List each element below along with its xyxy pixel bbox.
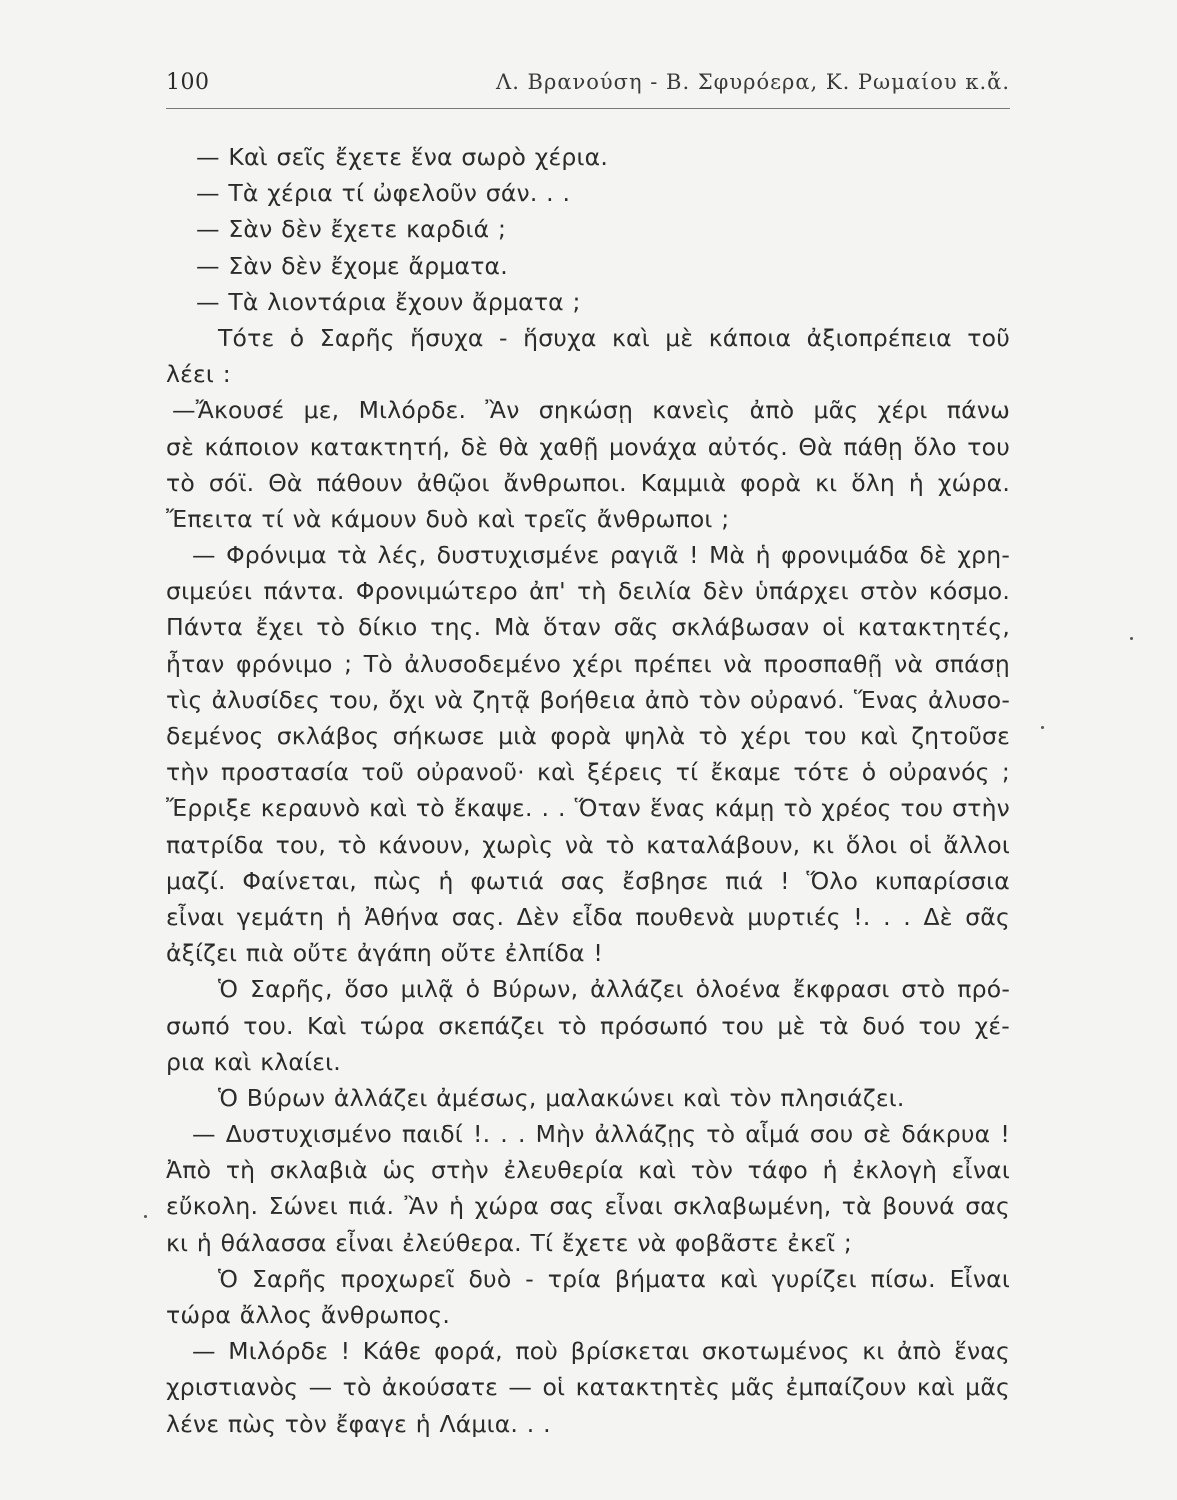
page-number: 100: [166, 70, 210, 95]
text-line: σιμεύει πάντα. Φρονιμώτερο ἀπ' τὴ δειλία δὲν ὑπάρχει στὸν κόσμο.: [166, 577, 1010, 606]
text-line: εἶναι γεμάτη ἡ Ἀθήνα σας. Δὲν εἶδα πουθενὰ μυρτιές !. . . Δὲ σᾶς: [166, 902, 1010, 931]
text-line: τὸ σόϊ. Θὰ πάθουν ἀθῷοι ἄνθρωποι. Καμμιὰ φορὰ κι ὅλη ἡ χώρα.: [166, 468, 1010, 497]
text-line: εὔκολη. Σώνει πιά. Ἂν ἡ χώρα σας εἶναι σκλαβωμένη, τὰ βουνά σας: [166, 1192, 1010, 1221]
text-line: — Φρόνιμα τὰ λές, δυστυχισμένε ραγιᾶ ! Μὰ ἡ φρονιμάδα δὲ χρη-: [192, 541, 1010, 570]
text-line: —Ἄκουσέ με, Μιλόρδε. Ἂν σηκώσῃ κανεὶς ἀπὸ μᾶς χέρι πάνω: [172, 396, 1010, 425]
text-line: τὴν προστασία τοῦ οὐρανοῦ· καὶ ξέρεις τί ἔκαμε τότε ὁ οὐρανός ;: [166, 758, 1010, 787]
text-line: σωπό του. Καὶ τώρα σκεπάζει τὸ πρόσωπό του μὲ τὰ δυό του χέ-: [166, 1011, 1010, 1040]
text-line: — Σὰν δὲν ἔχετε καρδιά ;: [196, 215, 507, 244]
body-text: [166, 139, 1010, 1442]
text-line: τώρα ἄλλος ἄνθρωπος.: [166, 1301, 451, 1329]
text-line: Πάντα ἔχει τὸ δίκιο της. Μὰ ὅταν σᾶς σκλάβωσαν οἱ κατακτητές,: [166, 613, 1010, 642]
stray-mark: [1041, 726, 1044, 729]
text-line: — Τὰ χέρια τί ὠφελοῦν σάν. . .: [196, 179, 571, 208]
text-line: ρια καὶ κλαίει.: [166, 1047, 341, 1076]
text-line: Ἀπὸ τὴ σκλαβιὰ ὡς στὴν ἐλευθερία καὶ τὸν τάφο ἡ ἐκλογὴ εἶναι: [166, 1156, 1010, 1185]
text-line: — Μιλόρδε ! Κάθε φορά, ποὺ βρίσκεται σκοτωμένος κι ἀπὸ ἕνας: [192, 1337, 1010, 1366]
text-line: χριστιανὸς — τὸ ἀκούσατε — οἱ κατακτητὲς μᾶς ἐμπαίζουν καὶ μᾶς: [166, 1373, 1010, 1402]
text-line: σὲ κάποιον κατακτητή, δὲ θὰ χαθῇ μονάχα αὐτός. Θὰ πάθῃ ὅλο του: [166, 432, 1010, 461]
text-line: πατρίδα του, τὸ κάνουν, χωρὶς νὰ τὸ καταλάβουν, κι ὅλοι οἱ ἄλλοι: [166, 830, 1010, 859]
text-line: δεμένος σκλάβος σήκωσε μιὰ φορὰ ψηλὰ τὸ χέρι του καὶ ζητοῦσε: [166, 722, 1010, 750]
text-line: — Τὰ λιοντάρια ἔχουν ἄρματα ;: [196, 287, 581, 316]
text-line: Ὁ Σαρῆς προχωρεῖ δυὸ - τρία βήματα καὶ γυρίζει πίσω. Εἶναι: [218, 1264, 1010, 1293]
text-line: Ὁ Σαρῆς, ὅσο μιλᾷ ὁ Βύρων, ἀλλάζει ὁλοένα ἔκφρασι στὸ πρό-: [218, 975, 1010, 1004]
page-header: [166, 70, 1010, 104]
text-line: ἀξίζει πιὰ οὔτε ἀγάπη οὔτε ἐλπίδα !: [166, 939, 603, 968]
header-rule: [166, 108, 1010, 109]
stray-mark: [144, 1215, 147, 1218]
text-line: — Σὰν δὲν ἔχομε ἄρματα.: [196, 251, 508, 280]
text-line: τὶς ἀλυσίδες του, ὄχι νὰ ζητᾷ βοήθεια ἀπὸ τὸν οὐρανό. Ἕνας ἀλυσο-: [166, 685, 1010, 714]
text-line: Τότε ὁ Σαρῆς ἥσυχα - ἥσυχα καὶ μὲ κάποια ἀξιοπρέπεια τοῦ: [218, 323, 1010, 352]
text-line: ἦταν φρόνιμο ; Τὸ ἀλυσοδεμένο χέρι πρέπει νὰ προσπαθῇ νὰ σπάσῃ: [166, 649, 1010, 678]
text-line: Ἔπειτα τί νὰ κάμουν δυὸ καὶ τρεῖς ἄνθρωποι ;: [166, 504, 730, 533]
text-line: — Δυστυχισμένο παιδί !. . . Μὴν ἀλλάζῃς τὸ αἷμά σου σὲ δάκρυα !: [192, 1120, 1010, 1149]
stray-mark: [1130, 637, 1133, 640]
text-line: λένε πὼς τὸν ἔφαγε ἡ Λάμια. . .: [166, 1409, 551, 1438]
text-line: κι ἡ θάλασσα εἶναι ἐλεύθερα. Τί ἔχετε νὰ φοβᾶστε ἐκεῖ ;: [166, 1228, 853, 1257]
text-line: Ἔρριξε κεραυνὸ καὶ τὸ ἔκαψε. . . Ὅταν ἕνας κάμῃ τὸ χρέος του στὴν: [166, 794, 1010, 823]
running-head: Λ. Βρανούση - Β. Σφυρόερα, Κ. Ρωμαίου κ.ἄ.: [496, 70, 1010, 94]
text-line: — Καὶ σεῖς ἔχετε ἕνα σωρὸ χέρια.: [196, 143, 609, 171]
text-line: Ὁ Βύρων ἀλλάζει ἀμέσως, μαλακώνει καὶ τὸν πλησιάζει.: [218, 1083, 905, 1112]
text-line: λέει :: [166, 360, 231, 389]
text-line: μαζί. Φαίνεται, πὼς ἡ φωτιά σας ἔσβησε πιά ! Ὅλο κυπαρίσσια: [166, 866, 1010, 895]
